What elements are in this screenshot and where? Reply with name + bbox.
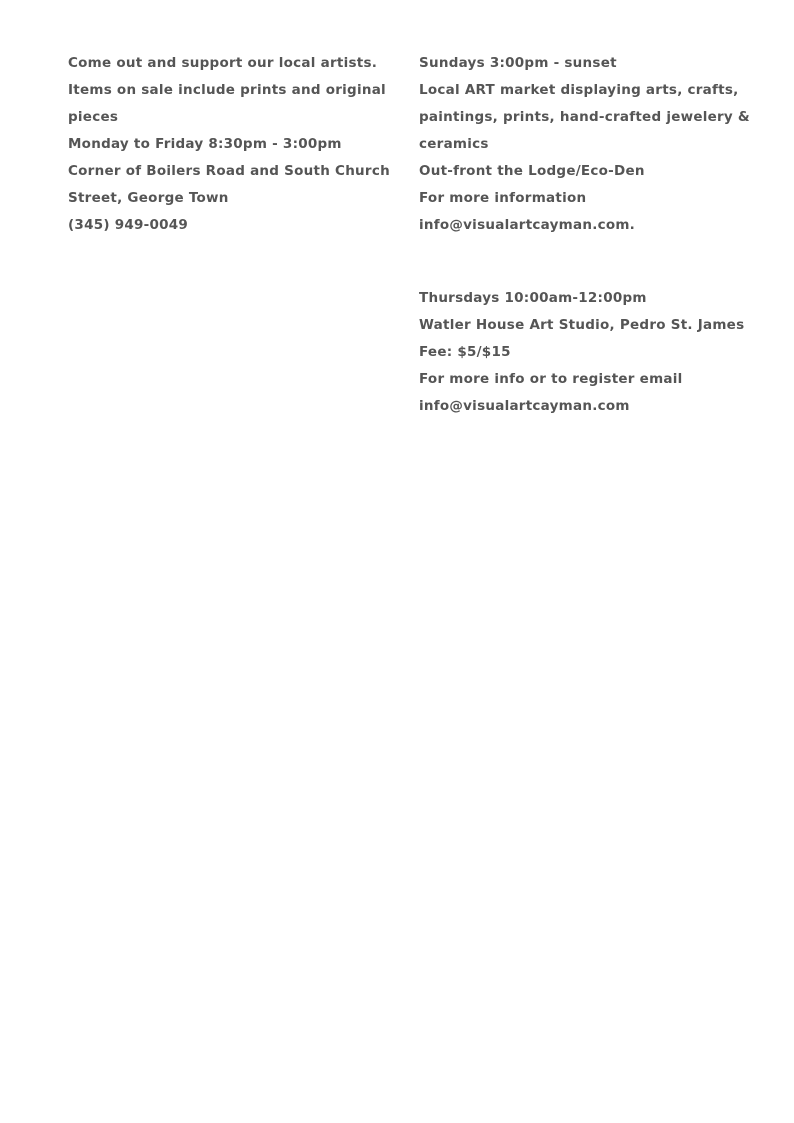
art-studio-listing <box>419 285 749 420</box>
listing-line: Local ART market displaying arts, crafts, <box>419 82 739 98</box>
listing-location: Out-front the Lodge/Eco-Den <box>419 163 645 179</box>
listing-hours: Monday to Friday 8:30pm - 3:00pm <box>68 136 342 152</box>
local-artists-listing <box>68 50 388 239</box>
listing-line: ceramics <box>419 136 489 152</box>
listing-hours: Thursdays 10:00am-12:00pm <box>419 290 647 306</box>
listing-line: Items on sale include prints and original <box>68 82 386 98</box>
right-column <box>419 50 749 420</box>
art-market-listing <box>419 50 749 239</box>
listing-line: paintings, prints, hand-crafted jewelery & <box>419 109 750 125</box>
listing-hours: Sundays 3:00pm - sunset <box>419 55 617 71</box>
listing-location: Watler House Art Studio, Pedro St. James <box>419 317 745 333</box>
left-column <box>68 50 388 239</box>
listing-phone: (345) 949-0049 <box>68 217 189 233</box>
listing-email: info@visualartcayman.com <box>419 398 630 414</box>
listing-address: Corner of Boilers Road and South Church <box>68 163 390 179</box>
listing-line: For more information <box>419 190 587 206</box>
listing-line: pieces <box>68 109 119 125</box>
listing-spacer <box>419 239 749 285</box>
listing-fee: Fee: $5/$15 <box>419 344 511 360</box>
listing-line: For more info or to register email <box>419 371 683 387</box>
listing-address: Street, George Town <box>68 190 229 206</box>
listing-email: info@visualartcayman.com. <box>419 217 636 233</box>
listing-line: Come out and support our local artists. <box>68 55 378 71</box>
